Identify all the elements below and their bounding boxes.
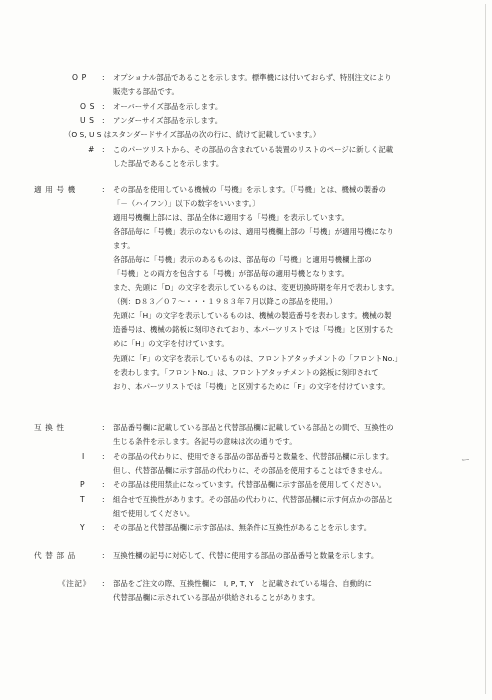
term-applicable-machines: 適 用 号 機 <box>34 185 76 194</box>
colon: : <box>102 145 105 154</box>
os-desc-line: オーバーサイズ部品を示します。 <box>113 102 223 111</box>
symbol-t: T <box>80 495 86 504</box>
applicable-desc-line: ます。 <box>113 241 135 250</box>
applicable-desc-line: 造番号は、機械の銘板に刻印されており、本パーツリストでは「号機」と区別するた <box>113 325 394 334</box>
op-desc-line: オプショナル部品であることを示します。標準機には付いておらず、特別注文により <box>113 73 392 82</box>
symbol-y: Y <box>80 523 86 532</box>
colon: : <box>102 579 105 588</box>
substitute-desc-line: 互換性欄の記号に対応して、代替に使用する部品の部品番号と数量を示します。 <box>113 551 379 560</box>
colon: : <box>102 102 105 111</box>
note-desc-line: 部品をご注文の際、互換性欄に I, P, T, Y と記載されている場合、自動的に <box>113 579 372 588</box>
colon: : <box>102 495 105 504</box>
applicable-desc-line: 適用号機欄上部には、部品全体に適用する「号機」を表示しています。 <box>113 213 349 222</box>
symbol-i: I <box>82 452 85 461</box>
interchange-desc-line: 部品番号欄に記載している部品と代替部品欄に記載している部品との間で、互換性の <box>113 423 394 432</box>
term-substitute-parts: 代 替 部 品 <box>34 551 76 560</box>
colon: : <box>102 116 105 125</box>
applicable-desc-line: めに「H」の文字を付けています。 <box>113 339 229 348</box>
applicable-desc-line: 各部品毎に「号機」表示のないものは、適用号機欄上部の「号機」が適用号機になり <box>113 227 394 236</box>
applicable-desc-line: （例：D８３／０７～・・・１９８３年７月以降この部品を使用。） <box>113 297 337 306</box>
applicable-desc-line: おり、本パーツリストでは「号機」と区別するために「F」の文字を付けています。 <box>113 382 390 391</box>
applicable-desc-line: その部品を使用している機械の「号機」を示します。〔「号機」とは、機械の製番の <box>113 185 386 194</box>
term-us: U S <box>80 116 95 125</box>
symbol-p: P <box>80 480 86 489</box>
interchange-desc-line: 生じる条件を示します。各記号の意味は次の通りです。 <box>113 437 297 446</box>
colon: : <box>102 452 105 461</box>
hash-desc-line: このパーツリストから、その部品の含まれている装置のリストのページに新しく記載 <box>113 145 394 154</box>
term-op: O P <box>72 73 87 82</box>
applicable-desc-line: 「－（ハイフン）」以下の数字をいいます。〕 <box>113 199 260 208</box>
applicable-desc-line: 「号機」との両方を包含する「号機」が部品毎の適用号機となります。 <box>113 269 349 278</box>
applicable-desc-line: を表わします。「フロントNo.」は、フロントアタッチメントの銘板に刻印されて <box>113 368 379 377</box>
colon: : <box>102 185 105 194</box>
hash-desc-line: した部品であることを示します。 <box>113 159 224 168</box>
colon: : <box>102 73 105 82</box>
scan-edge-line <box>485 4 486 694</box>
term-os: O S <box>80 102 96 111</box>
edge-mark: ー <box>460 456 470 466</box>
applicable-desc-line: 先頭に「F」の文字を表示しているものは、フロントアタッチメントの「フロントNo.」 <box>113 354 402 363</box>
symbol-p-desc-line: その部品は使用禁止になっています。代替部品欄に示す部品を使用してください。 <box>113 480 386 489</box>
applicable-desc-line: 先頭に「H」の文字を表示しているものは、機械の製造番号を表わします。機械の製 <box>113 311 392 320</box>
term-interchangeability: 互 換 性 <box>34 423 65 432</box>
symbol-y-desc-line: その部品と代替部品欄に示す部品は、無条件に互換性があることを示します。 <box>113 523 372 532</box>
term-note: 《注記》 <box>58 579 91 588</box>
osus-note: （O S, U S はスタンダードサイズ部品の次の行に、続けて記載しています。） <box>64 130 321 139</box>
term-hash: # <box>88 145 95 154</box>
symbol-t-desc-line: 組で使用してください。 <box>113 509 195 518</box>
us-desc-line: アンダーサイズ部品を示します。 <box>113 116 223 125</box>
symbol-i-desc-line: 但し、代替部品欄に示す部品の代わりに、その部品を使用することはできません。 <box>113 466 387 475</box>
symbol-i-desc-line: その部品の代わりに、使用できる部品の部品番号と数量を、代替部品欄に示します。 <box>113 452 394 461</box>
colon: : <box>102 551 105 560</box>
note-desc-line: 代替部品欄に示されている部品が供給されることがあります。 <box>113 593 320 602</box>
colon: : <box>102 423 105 432</box>
op-desc-line: 販売する部品です。 <box>113 87 179 96</box>
colon: : <box>102 480 105 489</box>
applicable-desc-line: 各部品毎に「号機」表示のあるものは、部品毎の「号機」と適用号機欄上部の <box>113 255 372 264</box>
colon: : <box>102 523 105 532</box>
applicable-desc-line: また、先頭に「D」の文字を表示しているものは、変更切換時期を年月で表わします。 <box>113 283 399 292</box>
symbol-t-desc-line: 組合せで互換性があります。その部品の代わりに、代替部品欄に示す何点かの部品と <box>113 495 394 504</box>
